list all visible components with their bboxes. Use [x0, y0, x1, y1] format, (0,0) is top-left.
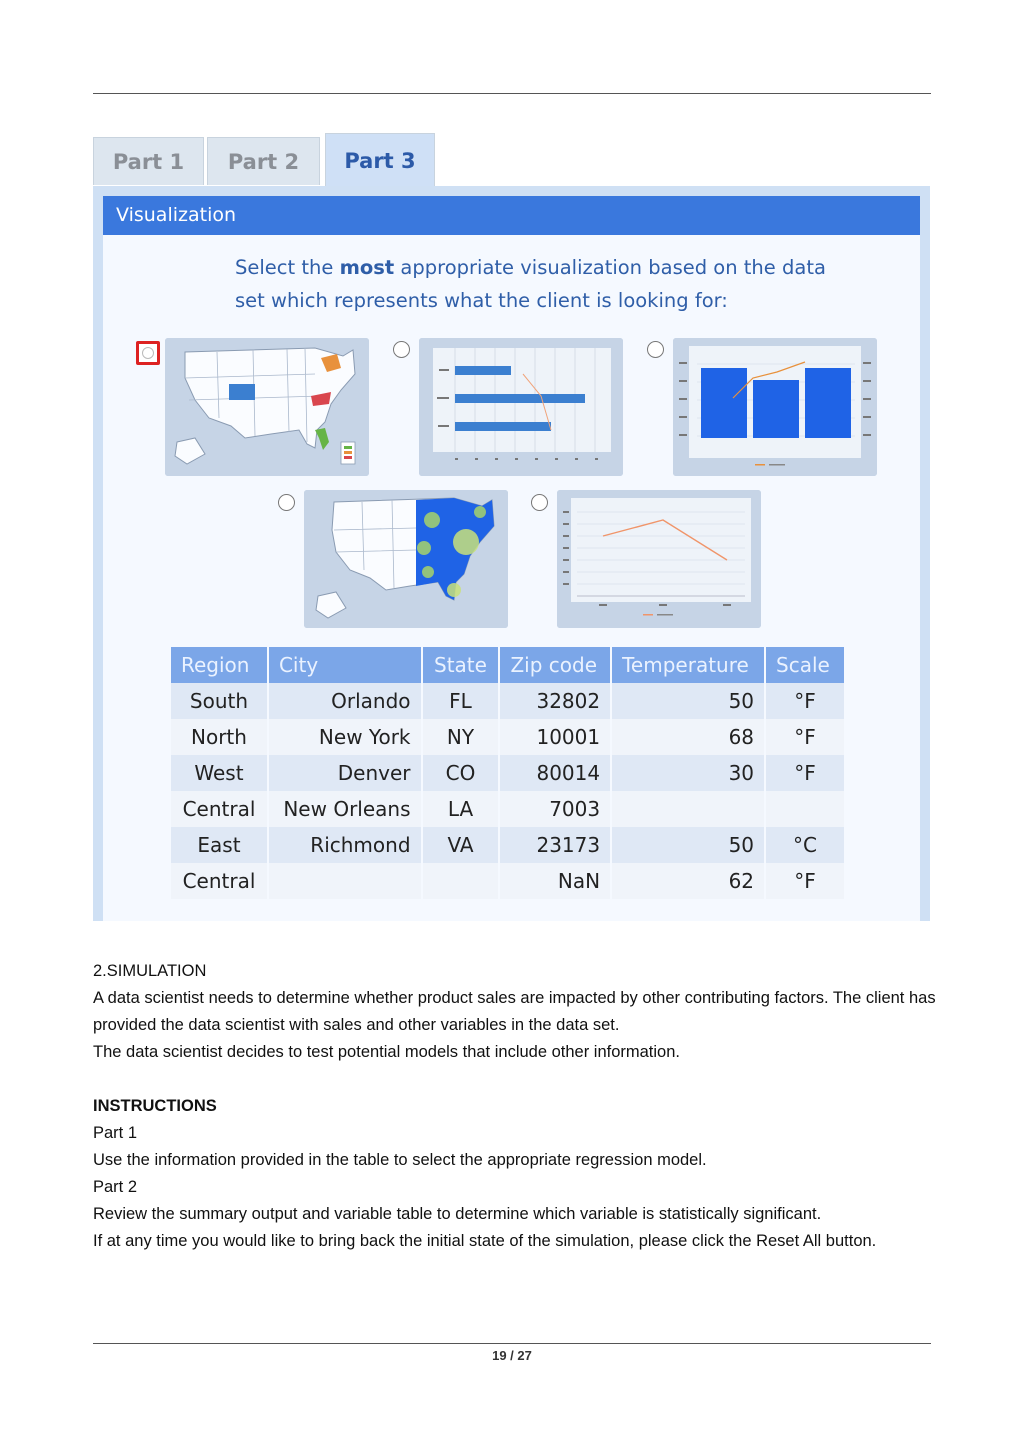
option-3-radio[interactable] [647, 341, 664, 358]
cell-scale [765, 791, 845, 827]
option-4-radio[interactable] [278, 494, 295, 511]
horizontal-bar-chart-icon[interactable] [419, 338, 623, 476]
line-chart-icon[interactable] [557, 490, 761, 628]
scenario-paragraph-2: The data scientist decides to test potential models that include other information. [93, 1043, 680, 1061]
cell-region: Central [171, 863, 268, 899]
option-2-radio[interactable] [393, 341, 410, 358]
cell-state: FL [422, 683, 500, 719]
cell-city: Denver [268, 755, 422, 791]
us-choropleth-map-icon[interactable] [165, 338, 369, 476]
cell-temperature [611, 791, 765, 827]
option-5-radio[interactable] [531, 494, 548, 511]
option-1-radio[interactable] [136, 341, 160, 365]
table-row [171, 791, 845, 827]
header-temperature: Temperature [611, 647, 765, 683]
header-scale: Scale [765, 647, 845, 683]
cell-region: West [171, 755, 268, 791]
cell-city [268, 863, 422, 899]
cell-zip: 80014 [499, 755, 611, 791]
cell-city: Richmond [268, 827, 422, 863]
cell-state: CO [422, 755, 500, 791]
table-row [171, 719, 845, 755]
reset-text: If at any time you would like to bring back the initial state of the simulation, please click the Reset All button. [93, 1232, 877, 1250]
us-bubble-map-icon[interactable] [304, 490, 508, 628]
top-divider [93, 93, 931, 94]
section-title: Visualization [103, 196, 920, 235]
cell-zip: 7003 [499, 791, 611, 827]
header-region: Region [171, 647, 268, 683]
cell-temperature: 30 [611, 755, 765, 791]
cell-temperature: 62 [611, 863, 765, 899]
simulation-heading: 2.SIMULATION [93, 962, 207, 980]
cell-scale: °C [765, 827, 845, 863]
table-row [171, 683, 845, 719]
cell-zip: 10001 [499, 719, 611, 755]
cell-temperature: 68 [611, 719, 765, 755]
cell-state [422, 863, 500, 899]
cell-region: East [171, 827, 268, 863]
cell-scale: °F [765, 863, 845, 899]
cell-zip: 32802 [499, 683, 611, 719]
bar-line-combo-chart-icon[interactable] [673, 338, 877, 476]
header-city: City [268, 647, 422, 683]
cell-zip: NaN [499, 863, 611, 899]
instructions-title: INSTRUCTIONS [93, 1097, 217, 1115]
cell-city: Orlando [268, 683, 422, 719]
document-text [93, 958, 943, 1255]
visualization-panel-body [103, 196, 920, 921]
cell-scale: °F [765, 719, 845, 755]
page-number: 19 / 27 [492, 1348, 532, 1363]
table-row [171, 827, 845, 863]
cell-temperature: 50 [611, 683, 765, 719]
prompt-text-bold: most [339, 256, 395, 279]
cell-region: North [171, 719, 268, 755]
header-zip: Zip code [499, 647, 611, 683]
scenario-paragraph: A data scientist needs to determine whether product sales are impacted by other contributing factors. The client has provided the data scientist with sales and other variables in the data set. [93, 989, 936, 1034]
table-row [171, 755, 845, 791]
cell-state: VA [422, 827, 500, 863]
question-prompt [235, 251, 835, 317]
cell-temperature: 50 [611, 827, 765, 863]
cell-city: New Orleans [268, 791, 422, 827]
cell-scale: °F [765, 755, 845, 791]
part2-label: Part 2 [93, 1178, 138, 1196]
cell-region: Central [171, 791, 268, 827]
cell-zip: 23173 [499, 827, 611, 863]
visualization-panel [93, 186, 930, 921]
tab-part-1[interactable]: Part 1 [93, 137, 204, 185]
cell-state: NY [422, 719, 500, 755]
simulation-panel [93, 133, 930, 921]
part1-text: Use the information provided in the table to select the appropriate regression model. [93, 1151, 707, 1169]
prompt-text-before: Select the [235, 256, 340, 279]
header-state: State [422, 647, 500, 683]
part2-text: Review the summary output and variable table to determine which variable is statistically significant. [93, 1205, 822, 1223]
prompt-text-after: appropriate visualization based on the data set which represents what the client is looking for: [235, 256, 826, 312]
table-row [171, 863, 845, 899]
cell-scale: °F [765, 683, 845, 719]
tab-part-2[interactable]: Part 2 [207, 137, 320, 185]
cell-region: South [171, 683, 268, 719]
bottom-divider [93, 1343, 931, 1344]
part1-label: Part 1 [93, 1124, 138, 1142]
data-table [171, 647, 846, 899]
cell-state: LA [422, 791, 500, 827]
tab-part-3[interactable]: Part 3 [325, 133, 435, 187]
table-header-row [171, 647, 845, 683]
cell-city: New York [268, 719, 422, 755]
